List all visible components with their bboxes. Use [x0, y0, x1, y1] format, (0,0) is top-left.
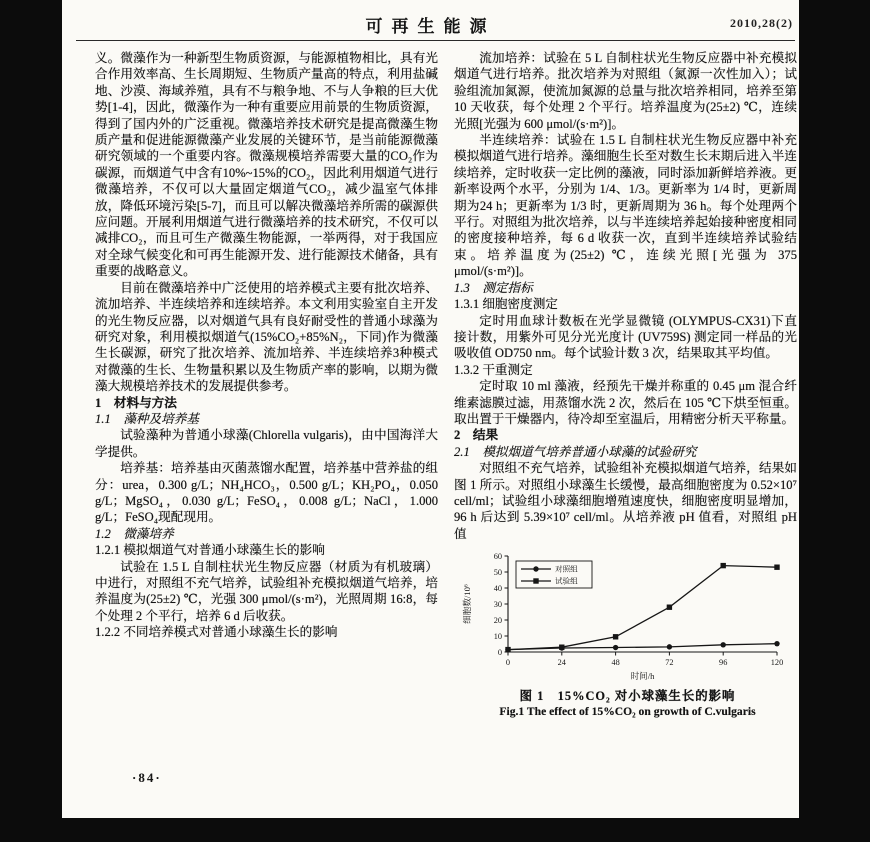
para-intro-continued: 义。微藻作为一种新型生物质资源，与能源植物相比，具有光合作用效率高、生长周期短、生物质产量高的特点，利用盐碱地、沙漠、海域养殖，具有不与粮争地、不与人争粮的巨大优势[1-4]，因此，微藻作为一种有重要应用前景的生物质资源，得到了国内外的广泛重视。微藻培养技术研究是提高微藻生物质产量和促进能源微藻产业发展的关键环节，是当前能源微藻研究领域的一个重要内容。微藻规模培养需要大量的CO₂作为碳源，而烟道气中含有10%~15%的CO₂，因此利用烟道气进行微藻培养，不仅可以大量固定烟道气CO₂，减少温室气体排放，降低环境污染[5-7]，而且可以解决微藻培养所需的碳源供应问题。开展利用烟道气进行微藻培养的技术研究，不仅可以减排CO₂，而且可生产微藻生物能源，一举两得，对于我国应对全球气候变化和可再生能源开发、进行能源技术储备，具有重要的战略意义。 [95, 51, 438, 279]
svg-text:30: 30 [493, 599, 502, 609]
heading-culture-modes-effect: 1.2.2 不同培养模式对普通小球藻生长的影响 [95, 625, 338, 640]
para-results-growth: 对照组不充气培养，试验组补充模拟烟道气培养，结果如图 1 所示。对照组小球藻生长缓慢，最高细胞密度为 0.52×10⁷ cell/ml；试验组小球藻细胞增殖速度快，细胞密度明显增加，96 h 后达到 5.39×10⁷ cell/ml。从培养液 pH 值看，对照组 pH 值 [454, 461, 797, 541]
svg-text:0: 0 [497, 647, 502, 657]
growth-chart [460, 548, 795, 684]
para-culture-modes-intro: 目前在微藻培养中广泛使用的培养模式主要有批次培养、流加培养、半连续培养和连续培养。本文利用实验室自主开发的光生物反应器，以对烟道气具有良好耐受性的普通小球藻为研究对象，利用模拟烟道气(15%CO₂+85%N₂，下同)作为微藻生长碳源，研究了批次培养、流加培养、半连续培养3种模式对微藻的生长、生物量积累以及生物质产率的影响，以期为微藻大规模培养技术的发展提供参考。 [95, 280, 438, 394]
svg-text:10: 10 [493, 631, 502, 641]
para-medium-composition: 培养基：培养基由灭菌蒸馏水配置，培养基中营养盐的组分：urea，0.300 g/L；NH₄HCO₃，0.500 g/L；KH₂PO₄，0.050 g/L；MgSO₄，0.030 g/L；FeSO₄，0.008 g/L；NaCl，1.000 g/L；FeSO₄现配现用。 [95, 461, 438, 525]
svg-text:72: 72 [665, 658, 674, 668]
heading-cell-density: 1.3.1 细胞密度测定 [454, 297, 558, 312]
two-column-body [62, 42, 799, 718]
svg-text:24: 24 [557, 658, 566, 668]
figure-caption-en: Fig.1 The effect of 15%CO₂ on growth of C.vulgaris [499, 705, 756, 719]
heading-flue-gas-experiment: 2.1 模拟烟道气培养普通小球藻的试验研究 [454, 444, 697, 459]
header-rule [76, 40, 795, 41]
heading-dry-weight: 1.3.2 干重测定 [454, 362, 533, 377]
para-batch-culture-setup: 试验在 1.5 L 自制柱状光生物反应器（材质为有机玻璃）中进行，对照组不充气培养，试验组补充模拟烟道气培养，培养温度为(25±2) ℃，光强 300 μmol/(s·m²)，光照周期 16:8，每个处理 2 个平行，培养 6 d 后收获。 [95, 559, 438, 623]
page-number: ·84· [132, 770, 162, 785]
svg-text:细胞数/10⁶: 细胞数/10⁶ [462, 584, 472, 625]
heading-algae-and-medium: 1.1 藻种及培养基 [95, 411, 199, 426]
para-dry-weight-method: 定时取 10 ml 藻液，经预先干燥并称重的 0.45 μm 混合纤维素滤膜过滤，用蒸馏水洗 2 次，然后在 105 ℃下烘至恒重。取出置于干燥器内，待冷却至室温后，用精密分析天平称量。 [454, 379, 797, 426]
svg-text:50: 50 [493, 567, 502, 577]
para-algae-source: 试验藻种为普通小球藻(Chlorella vulgaris)，由中国海洋大学提供。 [95, 428, 438, 459]
svg-text:96: 96 [719, 658, 728, 668]
heading-measurement-index: 1.3 测定指标 [454, 280, 533, 295]
heading-materials-methods: 1 材料与方法 [95, 395, 177, 410]
svg-text:48: 48 [611, 658, 620, 668]
svg-text:时间/h: 时间/h [630, 671, 655, 682]
figure-caption-zh: 图 1 15%CO₂ 对小球藻生长的影响 [519, 689, 736, 704]
para-cell-counting-method: 定时用血球计数板在光学显微镜 (OLYMPUS-CX31)下直接计数，用紫外可见分光光度计 (UV759S) 测定同一样品的光吸收值 OD750 nm。每个试验计数 3 次，结果取其平均值。 [454, 313, 797, 361]
right-column [454, 50, 797, 718]
svg-text:试验组: 试验组 [555, 576, 578, 586]
scanned-paper-page [62, 0, 799, 818]
svg-text:20: 20 [493, 615, 502, 625]
para-semi-continuous-culture: 半连续培养：试验在 1.5 L 自制柱状光生物反应器中补充模拟烟道气进行培养。藻细胞生长至对数生长末期后进入半连续培养，定时收获一定比例的藻液，同时添加新鲜培养液。更新率设两个水平，分别为 1/4、1/3。更新率为 1/4 时，更新周期为24 h；更新率为 1/3 时，更新周期为 36 h。每个处理两个平行。对照组为批次培养，以与半连续培养起始接种密度相同的密度接种培养，每 6 d 收获一次，直到半连续培养试验结束。培养温度为(25±2) ℃，连续光照[光强为 375 μmol/(s·m²)]。 [454, 133, 797, 279]
page-header [62, 0, 799, 42]
journal-title: 可再生能源 [365, 17, 496, 36]
figure-1 [460, 548, 795, 718]
para-fed-batch-culture: 流加培养：试验在 5 L 自制柱状光生物反应器中补充模拟烟道气进行培养。批次培养为对照组（氮源一次性加入）；试验组流加氮源，使流加氮源的总量与批次培养相同，培养至第 10 天收获，每个处理 2 个平行。培养温度为(25±2) ℃，连续光照[光强为 600 μmol/(s·m²)]。 [454, 51, 797, 131]
heading-flue-gas-effect: 1.2.1 模拟烟道气对普通小球藻生长的影响 [95, 543, 325, 558]
heading-microalgae-culture: 1.2 微藻培养 [95, 526, 174, 541]
left-column [95, 50, 438, 718]
heading-results: 2 结果 [454, 428, 499, 443]
issue-number: 2010,28(2) [730, 16, 793, 30]
svg-text:对照组: 对照组 [555, 564, 578, 574]
svg-text:60: 60 [493, 551, 502, 561]
svg-text:0: 0 [505, 658, 511, 668]
svg-text:120: 120 [770, 658, 784, 668]
svg-text:40: 40 [493, 583, 502, 593]
